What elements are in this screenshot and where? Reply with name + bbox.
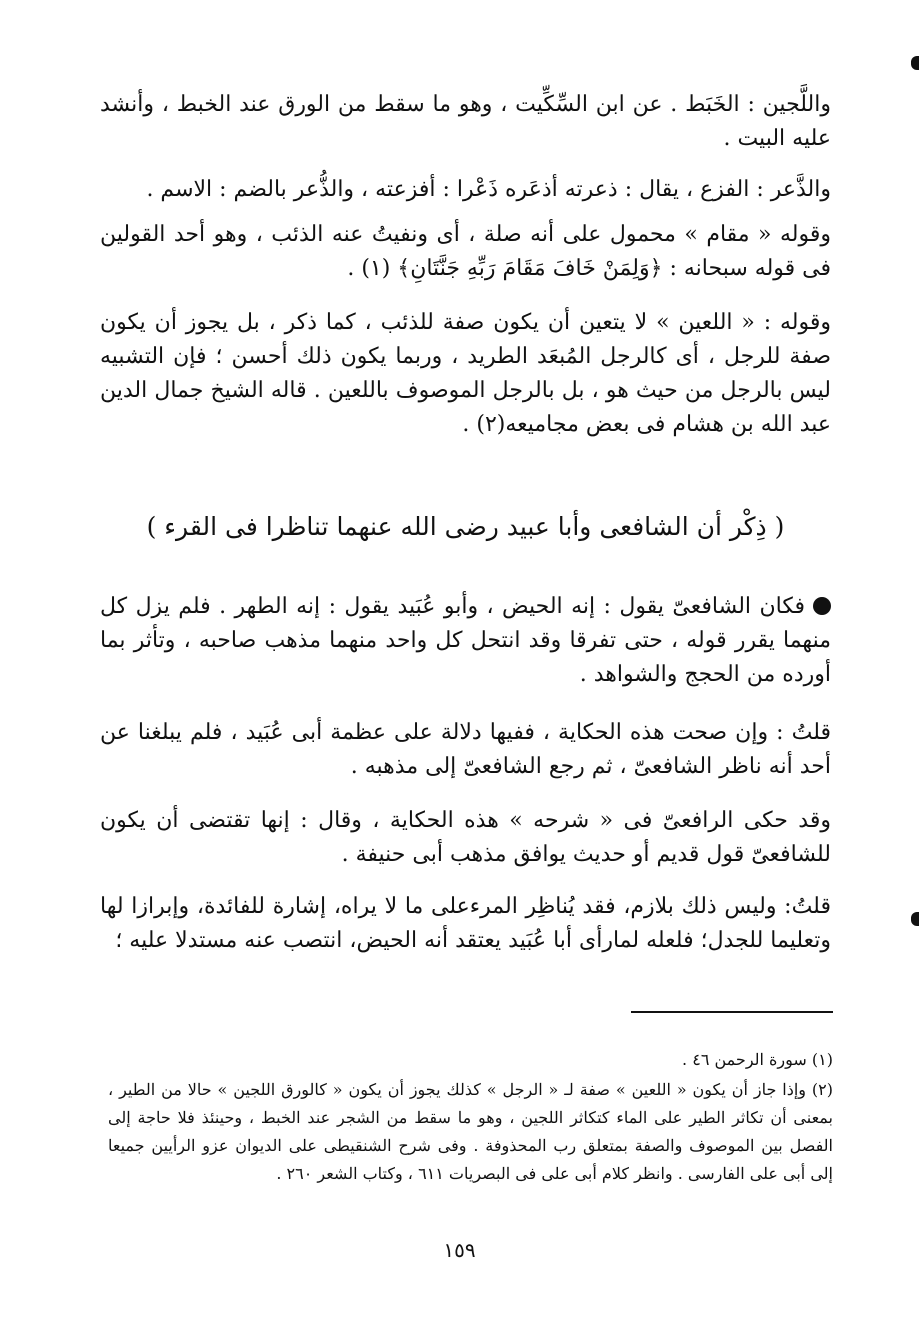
paragraph-laeen: وقوله : « اللعين » لا يتعين أن يكون صفة للذئب ، كما ذكر ، بل يجوز أن يكون صفة للرجل ، أى كالرجل المُبعَد الطريد ، وربما يكون ذلك أحسن ؛ فإن التشبيه ليس بالرجل من حيث هو ، بل بالرجل الموصوف باللعين . قاله الشيخ جمال الدين عبد الله بن هشام فى بعض مجاميعه(٢) . — [100, 310, 831, 437]
paragraph-rafii: وقد حكى الرافعىّ فى « شرحه » هذه الحكاية ، وقال : إنها تقتضى أن يكون للشافعىّ قول قديم أو حديث يوافق مذهب أبى حنيفة . — [100, 808, 831, 867]
page-number: ١٥٩ — [443, 1238, 476, 1262]
footnote-1: (١) سورة الرحمن ٤٦ . — [682, 1050, 833, 1069]
paragraph-qultu-2: قلتُ: وليس ذلك بلازم، فقد يُناظِر المرءعلى ما لا يراه، إشارة للفائدة، وإبرازا لها وتعليما للجدل؛ فلعله لمارأى أبا عُبَيد يعتقد أنه الحيض، انتصب عنه مستدلا عليه ؛ — [100, 894, 831, 953]
footnote-divider — [631, 1011, 833, 1013]
paragraph-dhaar: والذَّعر : الفزع ، يقال : ذعرته أذعَره ذَعْرا : أفزعته ، والذُّعر بالضم : الاسم . — [146, 177, 831, 202]
scan-edge-mark — [911, 912, 919, 926]
paragraph-qultu-1: قلتُ : وإن صحت هذه الحكاية ، ففيها دلالة على عظمة أبى عُبَيد ، فلم يبلغنا عن أحد أنه ناظر الشافعىّ ، ثم رجع الشافعىّ إلى مذهبه . — [100, 720, 831, 779]
scan-edge-mark — [911, 56, 919, 70]
paragraph-shafii-debate — [100, 590, 831, 692]
footnote-2: (٢) وإذا جاز أن يكون « اللعين » صفة لـ « الرجل » كذلك يجوز أن يكون « كالورق اللجين » حالا من الطير ، بمعنى أن تكاثر الطير على الماء كتكاثر اللجين ، وهو ما سقط من الشجر عند الخبط ، وحينئذ فلا حاجة إلى الفصل بين الموصوف والصفة بمتعلق رب المحذوفة . وفى شرح الشنقيطى على الديوان عزو الرأيين جميعا إلى أبى على الفارسى . وانظر كلام أبى على فى البصريات ٦١١ ، وكتاب الشعر ٢٦٠ . — [108, 1080, 833, 1183]
paragraph-maqam: وقوله « مقام » محمول على أنه صلة ، أى ونفيتُ عنه الذئب ، وهو أحد القولين فى قوله سبحانه : ﴿وَلِمَنْ خَافَ مَقَامَ رَبِّهِ جَنَّتَانِ﴾ (١) . — [100, 222, 831, 281]
bullet-icon — [813, 597, 831, 615]
paragraph-shafii-debate-text: فكان الشافعىّ يقول : إنه الحيض ، وأبو عُبَيد يقول : إنه الطهر . فلم يزل كل منهما يقرر قوله ، حتى تفرقا وقد انتحل كل واحد منهما مذهب صاحبه ، وتأثر بما أورده من الحجج والشواهد . — [100, 594, 831, 687]
paragraph-lujain: واللَّجين : الخَبَط . عن ابن السِّكِّيت ، وهو ما سقط من الورق عند الخبط ، وأنشد عليه البيت . — [100, 92, 831, 151]
section-heading: ( ذِكْر أن الشافعى وأبا عبيد رضى الله عنهما تناظرا فى القرء ) — [146, 512, 785, 541]
